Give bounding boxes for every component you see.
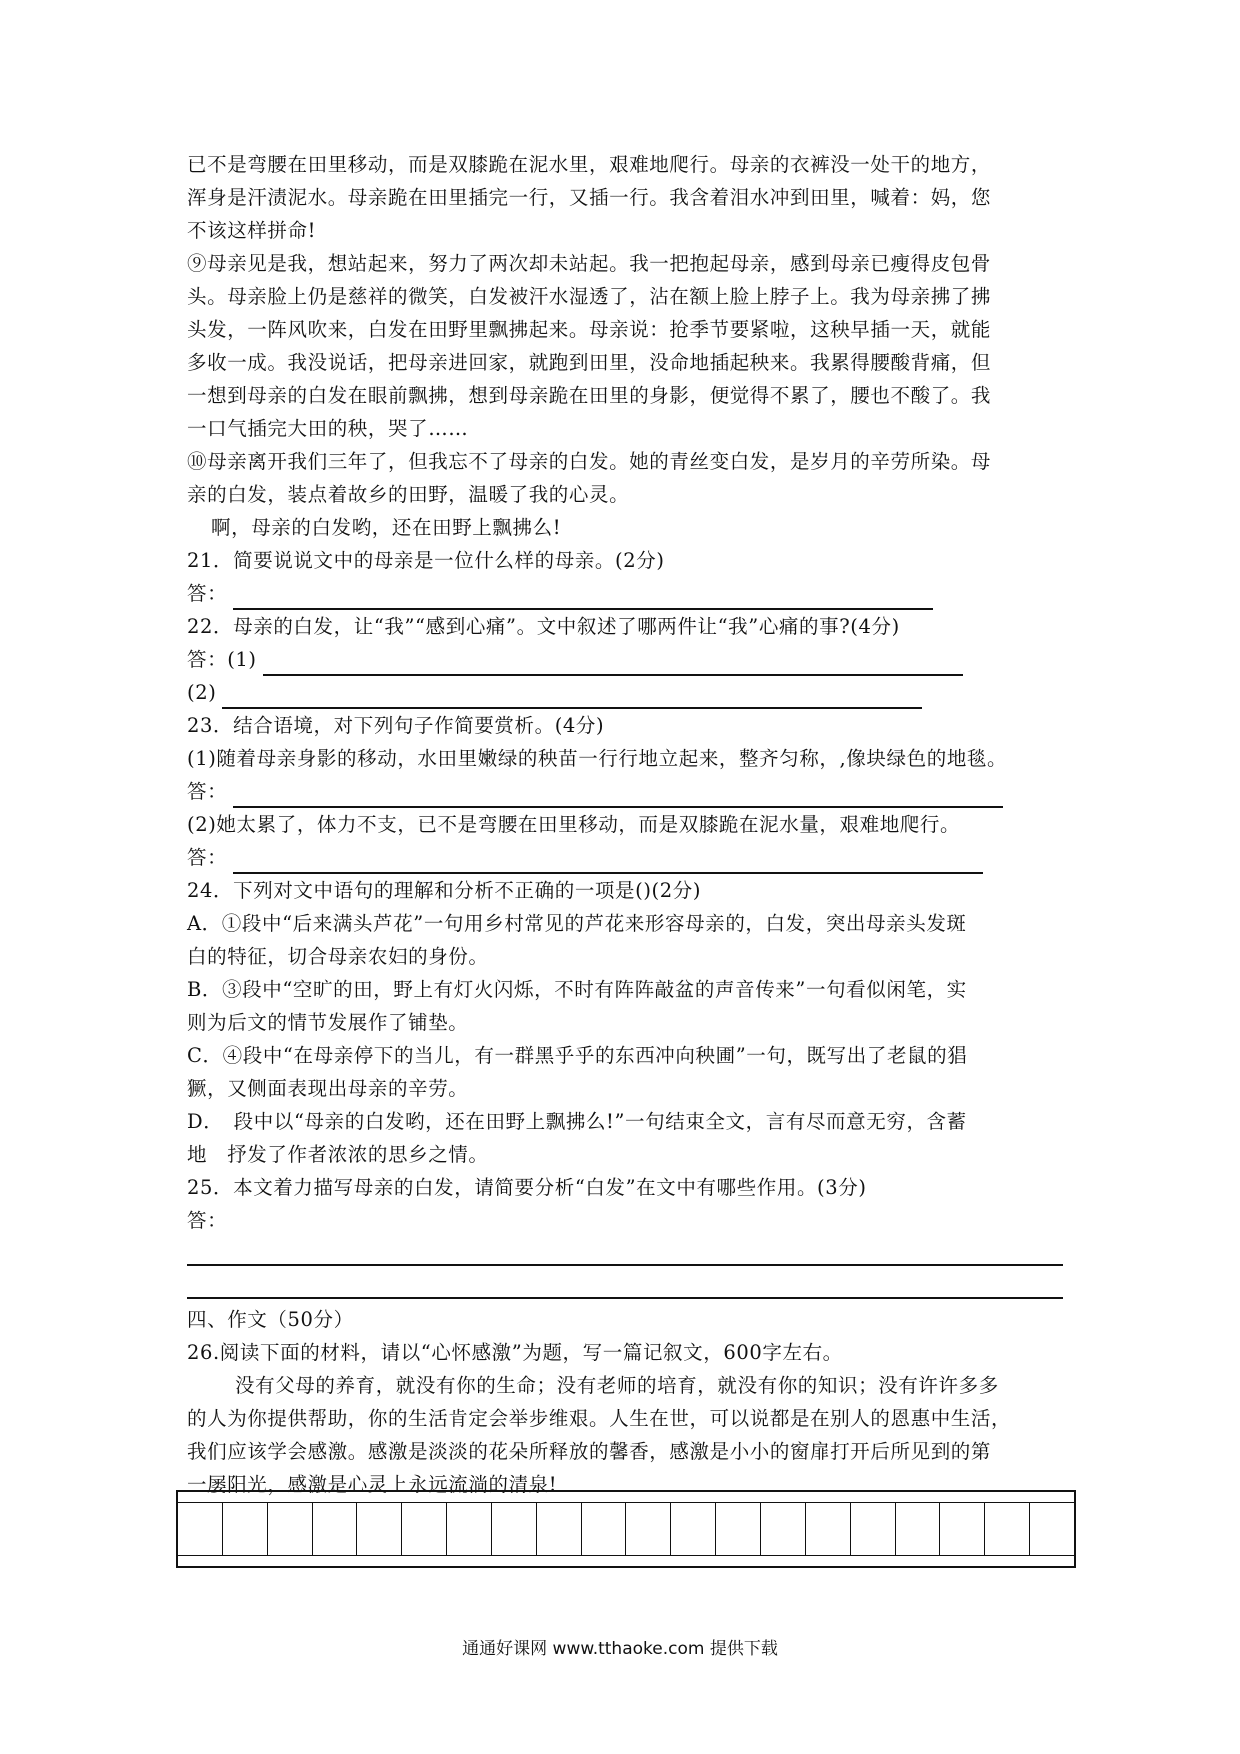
passage-line: 一想到母亲的白发在眼前飘拂，想到母亲跪在田里的身影，便觉得不累了，腰也不酸了。我 — [187, 384, 992, 407]
answer-label: 答： — [187, 780, 228, 803]
grid-cell[interactable] — [582, 1503, 627, 1555]
exam-page — [187, 148, 1063, 1501]
question-23-sentence-2: (2)她太累了，体力不支，已不是弯腰在田里移动，而是双膝跪在泥水量，艰难地爬行。 — [187, 813, 961, 836]
answer-blank[interactable] — [233, 848, 983, 874]
question-21: 21．简要说说文中的母亲是一位什么样的母亲。(2分) — [187, 549, 665, 572]
question-23: 23．结合语境，对下列句子作简要赏析。(4分) — [187, 714, 605, 737]
question-22: 22．母亲的白发，让“我”“感到心痛”。文中叙述了哪两件让“我”心痛的事?(4分) — [187, 615, 900, 638]
answer-blank[interactable] — [187, 1270, 1063, 1303]
option-line: A．①段中“后来满头芦花”一句用乡村常见的芦花来形容母亲的，白发，突出母亲头发斑 — [187, 912, 967, 935]
question-24: 24．下列对文中语句的理解和分析不正确的一项是()(2分) — [187, 879, 702, 902]
grid-cell[interactable] — [313, 1503, 358, 1555]
grid-cell[interactable] — [985, 1503, 1030, 1555]
grid-cell[interactable] — [806, 1503, 851, 1555]
answer-label: 答：(1) — [187, 648, 257, 671]
material-line: 的人为你提供帮助，你的生活肯定会举步维艰。人生在世，可以说都是在别人的恩惠中生活， — [187, 1407, 1012, 1430]
passage-closing: 啊，母亲的白发哟，还在田野上飘拂么! — [211, 516, 562, 539]
answer-23-1 — [187, 775, 1063, 808]
answer-label: 答： — [187, 1209, 228, 1232]
grid-cell[interactable] — [357, 1503, 402, 1555]
material-line: 我们应该学会感激。感激是淡淡的花朵所释放的馨香，感激是小小的窗扉打开后所见到的第 — [187, 1440, 992, 1463]
answer-22-2 — [187, 676, 1063, 709]
grid-cell[interactable] — [1030, 1503, 1074, 1555]
material-line: 没有父母的养育，就没有你的生命；没有老师的培育，就没有你的知识；没有许许多多 — [235, 1374, 999, 1397]
answer-blank[interactable] — [233, 584, 933, 610]
grid-cell[interactable] — [492, 1503, 537, 1555]
passage-line: 头发，一阵风吹来，白发在田野里飘拂起来。母亲说：抢季节要紧啦，这秧早插一天，就能 — [187, 318, 992, 341]
grid-cell[interactable] — [761, 1503, 806, 1555]
grid-cell[interactable] — [851, 1503, 896, 1555]
material-line: 一屡阳光，感激是心灵上永远流淌的清泉! — [187, 1473, 558, 1496]
answer-22-1 — [187, 643, 1063, 676]
answer-blank[interactable] — [263, 650, 963, 676]
passage-line: ⑩母亲离开我们三年了，但我忘不了母亲的白发。她的青丝变白发，是岁月的辛劳所染。母 — [187, 450, 992, 473]
passage-line: ⑨母亲见是我，想站起来，努力了两次却未站起。我一把抱起母亲，感到母亲已瘦得皮包骨 — [187, 252, 992, 275]
option-line: D． 段中以“母亲的白发哟，还在田野上飘拂么!”一句结束全文，言有尽而意无穷，含蓄 — [187, 1110, 967, 1133]
grid-border — [176, 1556, 1076, 1568]
passage-line: 一口气插完大田的秧，哭了…… — [187, 417, 469, 440]
answer-label: 答： — [187, 582, 228, 605]
grid-cell[interactable] — [671, 1503, 716, 1555]
grid-cell[interactable] — [268, 1503, 313, 1555]
passage-line: 浑身是汗渍泥水。母亲跪在田里插完一行，又插一行。我含着泪水冲到田里，喊着：妈，您 — [187, 186, 992, 209]
option-line: 白的特征，切合母亲农妇的身份。 — [187, 945, 489, 968]
option-line: C．④段中“在母亲停下的当儿，有一群黑乎乎的东西冲向秧圃”一句，既写出了老鼠的猖 — [187, 1044, 968, 1067]
passage-line: 亲的白发，装点着故乡的田野，温暖了我的心灵。 — [187, 483, 630, 506]
grid-cell[interactable] — [402, 1503, 447, 1555]
grid-cell[interactable] — [537, 1503, 582, 1555]
answer-23-2 — [187, 841, 1063, 874]
page-footer: 通通好课网 www.tthaoke.com 提供下载 — [462, 1639, 778, 1659]
passage-line: 已不是弯腰在田里移动，而是双膝跪在泥水里，艰难地爬行。母亲的衣裤没一处干的地方， — [187, 153, 992, 176]
section-heading: 四、作文（50分） — [187, 1308, 354, 1331]
passage-line: 不该这样拼命! — [187, 219, 317, 242]
grid-border — [176, 1490, 1076, 1502]
grid-cell[interactable] — [626, 1503, 671, 1555]
grid-cell[interactable] — [940, 1503, 985, 1555]
option-line: 獗，又侧面表现出母亲的辛劳。 — [187, 1077, 469, 1100]
answer-label: (2) — [187, 681, 217, 704]
grid-row — [176, 1502, 1076, 1556]
answer-label: 答： — [187, 846, 228, 869]
question-25: 25．本文着力描写母亲的白发，请简要分析“白发”在文中有哪些作用。(3分) — [187, 1176, 867, 1199]
answer-blank[interactable] — [187, 1237, 1063, 1270]
grid-cell[interactable] — [896, 1503, 941, 1555]
composition-grid — [176, 1490, 1076, 1568]
passage-line: 多收一成。我没说话，把母亲进回家，就跑到田里，没命地插起秧来。我累得腰酸背痛，但 — [187, 351, 992, 374]
option-line: B．③段中“空旷的田，野上有灯火闪烁，不时有阵阵敲盆的声音传来”一句看似闲笔，实 — [187, 978, 967, 1001]
option-line: 地 抒发了作者浓浓的思乡之情。 — [187, 1143, 489, 1166]
question-23-sentence-1: (1)随着母亲身影的移动，水田里嫩绿的秧苗一行行地立起来，整齐匀称，,像块绿色的地毯。 — [187, 747, 1008, 770]
grid-cell[interactable] — [716, 1503, 761, 1555]
passage-line: 头。母亲脸上仍是慈祥的微笑，白发被汗水湿透了，沾在额上脸上脖子上。我为母亲拂了拂 — [187, 285, 992, 308]
answer-21 — [187, 577, 1063, 610]
question-26: 26.阅读下面的材料，请以“心怀感激”为题，写一篇记叙文，600字左右。 — [187, 1341, 843, 1364]
grid-cell[interactable] — [223, 1503, 268, 1555]
option-line: 则为后文的情节发展作了铺垫。 — [187, 1011, 469, 1034]
answer-blank[interactable] — [222, 683, 922, 709]
grid-cell[interactable] — [178, 1503, 223, 1555]
grid-cell[interactable] — [447, 1503, 492, 1555]
answer-blank[interactable] — [233, 782, 1003, 808]
